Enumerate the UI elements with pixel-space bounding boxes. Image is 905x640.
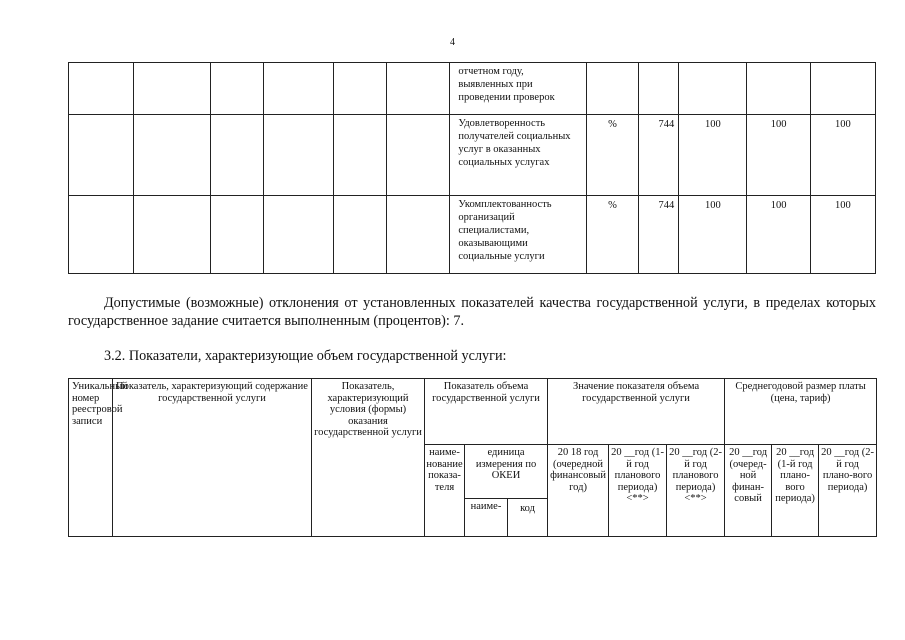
quality-indicators-table — [68, 62, 876, 274]
table-row — [69, 63, 876, 115]
header-indicator-name: наиме-нование показа-теля — [425, 445, 465, 537]
table-row — [69, 196, 876, 274]
value-cell: 100 — [679, 115, 747, 196]
code-cell: 744 — [639, 196, 679, 274]
section-heading: 3.2. Показатели, характеризующие объем государственной услуги: — [104, 348, 507, 364]
value-cell — [679, 63, 747, 115]
value-cell — [810, 63, 875, 115]
header-volume-indicator: Показатель объема государственной услуги — [425, 379, 548, 445]
table-row — [69, 115, 876, 196]
page-number: 4 — [450, 37, 455, 48]
header-fee-year-3: 20 __год (2-й год плано-вого периода) — [819, 445, 877, 537]
value-cell: 100 — [679, 196, 747, 274]
value-cell: 100 — [747, 115, 810, 196]
header-fee-year-1: 20 __год (очеред-ной финан-совый — [725, 445, 772, 537]
header-year-3: 20 __год (2-й год планового периода) <**> — [667, 445, 725, 537]
indicator-name: отчетном году, выявленных при проведении проверок — [450, 63, 587, 115]
code-cell — [639, 63, 679, 115]
header-year-2: 20 __год (1-й год планового периода) <**> — [609, 445, 667, 537]
value-cell: 100 — [747, 196, 810, 274]
header-content-indicator: Показатель, характеризующий содержание государственной услуги — [113, 379, 312, 537]
unit-cell: % — [586, 115, 638, 196]
header-year-1: 20 18 год (очередной финансовый год) — [548, 445, 609, 537]
header-unit-code: код — [508, 499, 548, 537]
value-cell: 100 — [810, 196, 875, 274]
unit-cell — [586, 63, 638, 115]
indicator-name: Удовлетворенность получателей социальных услуг в оказанных социальных услугах — [450, 115, 587, 196]
code-cell: 744 — [639, 115, 679, 196]
header-volume-value: Значение показателя объема государственной услуги — [548, 379, 725, 445]
header-conditions-indicator: Показатель, характеризующий условия (формы) оказания государственной услуги — [312, 379, 425, 537]
header-average-fee: Среднегодовой размер платы (цена, тариф) — [725, 379, 877, 445]
indicator-name: Укомплектованность организаций специалистами, оказывающими социальные услуги — [450, 196, 587, 274]
header-unit-name: наиме- — [465, 499, 508, 537]
deviation-paragraph: Допустимые (возможные) отклонения от установленных показателей качества государственной услуги, в пределах которых государственное задание считается выполненным (процентов): 7. — [68, 295, 876, 329]
value-cell: 100 — [810, 115, 875, 196]
value-cell — [747, 63, 810, 115]
header-unique-number: Уникальный номер реестровой записи — [69, 379, 113, 537]
unit-cell: % — [586, 196, 638, 274]
volume-indicators-table — [68, 378, 877, 537]
header-unit-okei: единица измерения по ОКЕИ — [465, 445, 548, 499]
header-fee-year-2: 20 __год (1-й год плано-вого периода) — [772, 445, 819, 537]
